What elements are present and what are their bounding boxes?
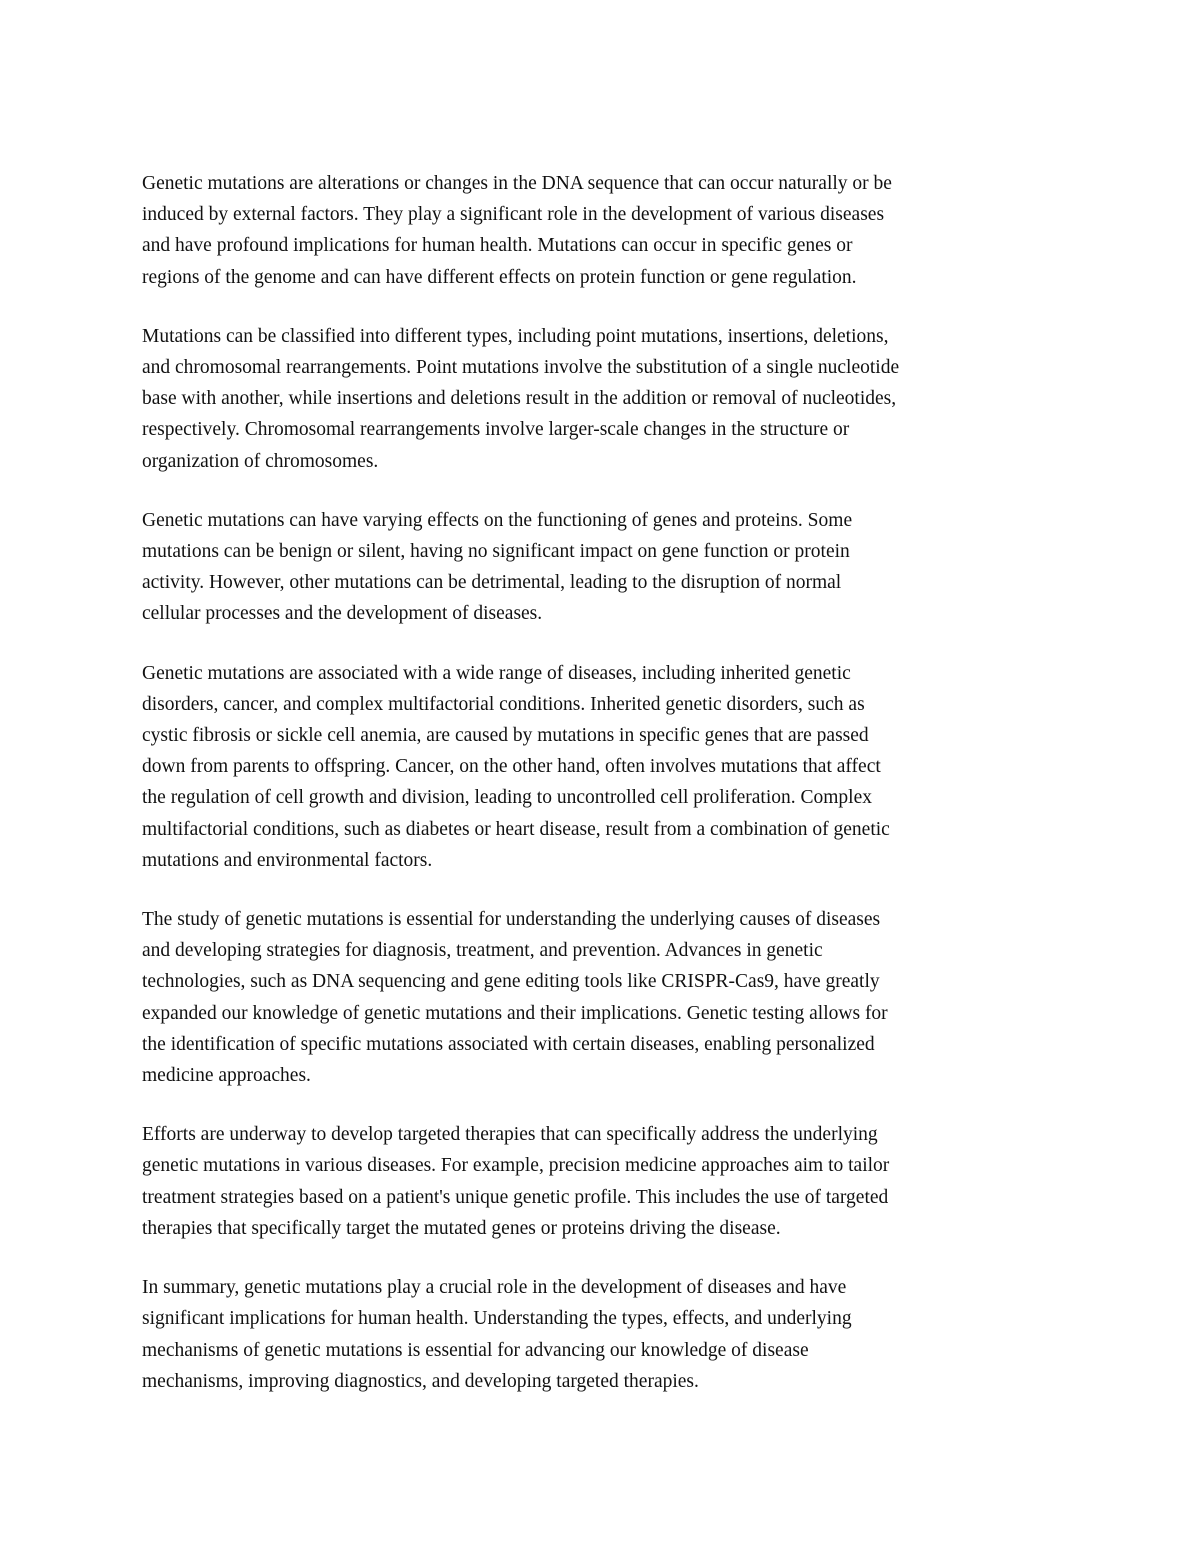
- paragraph-5: The study of genetic mutations is essential for understanding the underlying causes of diseases and developing strategies for diagnosis, treatment, and prevention. Advances in genetic technologies, such as DNA sequencing and gene editing tools like CRISPR-Cas9, have greatly expanded our knowledge of genetic mutations and their implications. Genetic testing allows for the identification of specific mutations associated with certain diseases, enabling personalized medicine approaches.: [142, 909, 888, 1087]
- paragraph-4: Genetic mutations are associated with a wide range of diseases, including inherited genetic disorders, cancer, and complex multifactorial conditions. Inherited genetic disorders, such as cystic fibrosis or sickle cell anemia, are caused by mutations in specific genes that are passed down from parents to offspring. Cancer, on the other hand, often involves mutations that affect the regulation of cell growth and division, leading to uncontrolled cell proliferation. Complex multifactorial conditions, such as diabetes or heart disease, result from a combination of genetic mutations and environmental factors.: [142, 662, 890, 871]
- document-body: [142, 168, 1072, 1425]
- paragraph-1: Genetic mutations are alterations or changes in the DNA sequence that can occur naturally or be induced by external factors. They play a significant role in the development of various diseases and have profound implications for human health. Mutations can occur in specific genes or regions of the genome and can have different effects on protein function or gene regulation.: [142, 173, 892, 288]
- paragraph-2: Mutations can be classified into different types, including point mutations, insertions, deletions, and chromosomal rearrangements. Point mutations involve the substitution of a single nucleotide base with another, while insertions and deletions result in the addition or removal of nucleotides, respectively. Chromosomal rearrangements involve larger-scale changes in the structure or organization of chromosomes.: [142, 325, 900, 472]
- paragraph-3: Genetic mutations can have varying effects on the functioning of genes and proteins. Some mutations can be benign or silent, having no significant impact on gene function or protein activity. However, other mutations can be detrimental, leading to the disruption of normal cellular processes and the development of diseases.: [142, 509, 853, 625]
- paragraph-6: Efforts are underway to develop targeted therapies that can specifically address the underlying genetic mutations in various diseases. For example, precision medicine approaches aim to tailor treatment strategies based on a patient's unique genetic profile. This includes the use of targeted therapies that specifically target the mutated genes or proteins driving the disease.: [142, 1124, 890, 1239]
- paragraph-7: In summary, genetic mutations play a crucial role in the development of diseases and have significant implications for human health. Understanding the types, effects, and underlying mechanisms of genetic mutations is essential for advancing our knowledge of disease mechanisms, improving diagnostics, and developing targeted therapies.: [142, 1277, 852, 1392]
